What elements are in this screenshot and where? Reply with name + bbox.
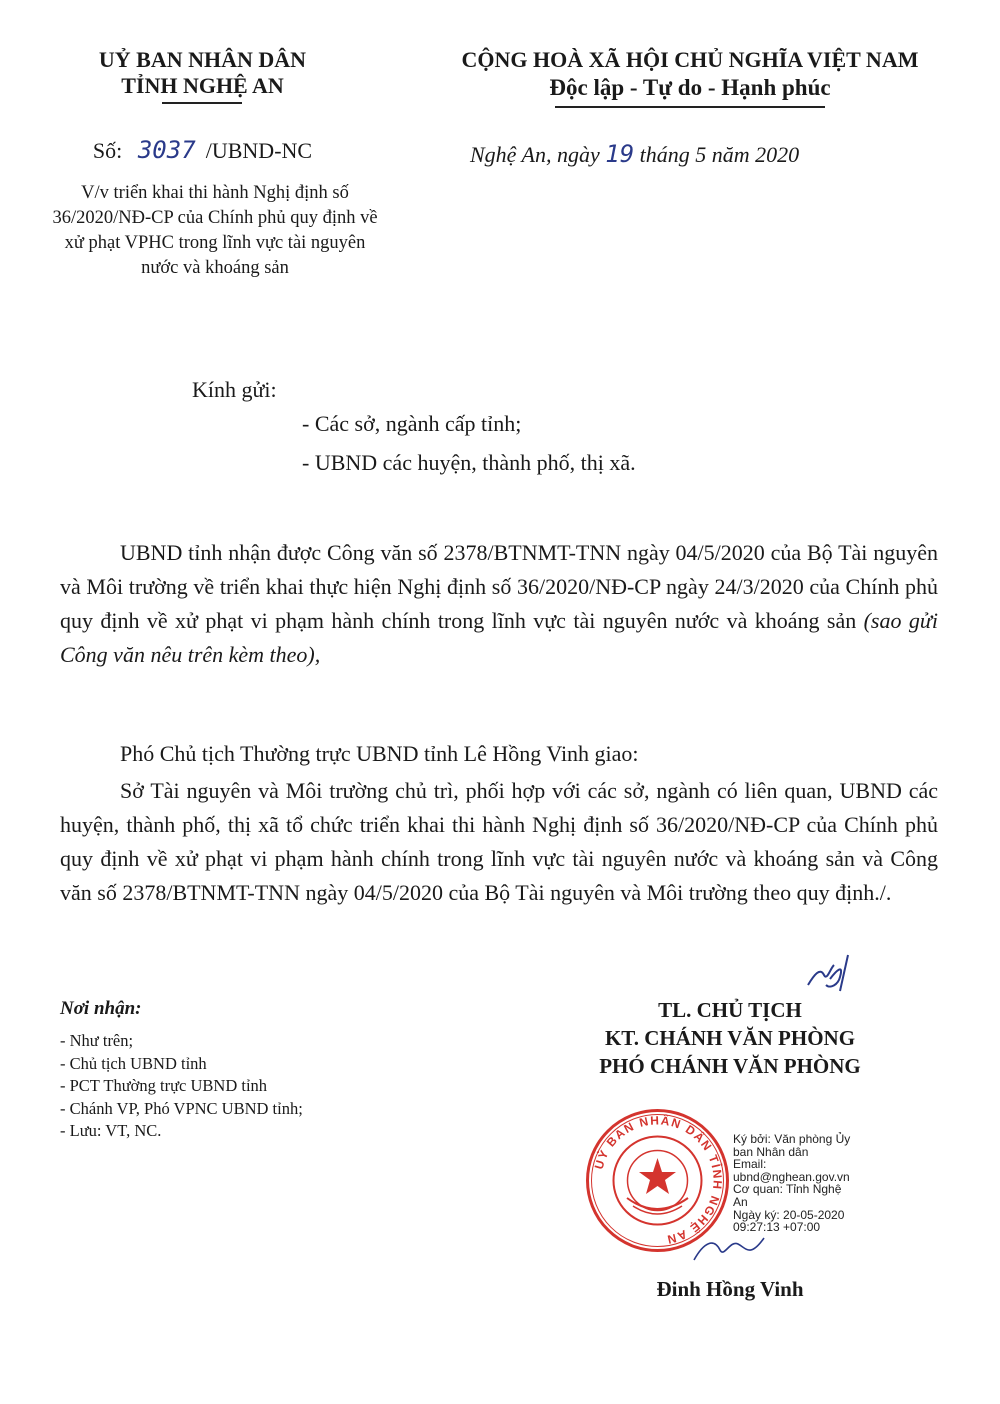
document-date: [470, 140, 950, 168]
distribution-item: - Lưu: VT, NC.: [60, 1121, 162, 1140]
header-right-divider: [555, 106, 825, 108]
digital-signature-info: [733, 1133, 893, 1234]
recipient-item: - UBND các huyện, thành phố, thị xã.: [302, 450, 636, 475]
org-name-line2: TỈNH NGHỆ AN: [121, 73, 284, 98]
initial-mark: [800, 945, 870, 995]
esign-line: Ngày ký: 20-05-2020: [733, 1207, 845, 1222]
esign-line: Cơ quan: Tỉnh Nghệ: [733, 1182, 842, 1197]
signature-title-3: PHÓ CHÁNH VĂN PHÒNG: [599, 1054, 861, 1078]
para1-text: UBND tỉnh nhận được Công văn số 2378/BTNMT-TNN ngày 04/5/2020 của Bộ Tài nguyên và Môi trường về triển khai thực hiện Nghị định số 36/2020/NĐ-CP ngày 24/3/2020 của Chính phủ quy định về xử phạt vi phạm hành chính trong lĩnh vực tài nguyên nước và khoáng sản: [60, 540, 938, 633]
body-paragraph-3: Sở Tài nguyên và Môi trường chủ trì, phối hợp với các sở, ngành có liên quan, UBND các huyện, thành phố, thị xã tổ chức triển khai thi hành Nghị định số 36/2020/NĐ-CP của Chính phủ quy định về xử phạt vi phạm hành chính trong lĩnh vực tài nguyên nước và khoáng sản và Công văn số 2378/BTNMT-TNN ngày 04/5/2020 của Bộ Tài nguyên và Môi trường theo quy định./.: [60, 778, 938, 905]
so-suffix: /UBND-NC: [205, 138, 313, 163]
distribution-item: - Chủ tịch UBND tỉnh: [60, 1053, 207, 1073]
body-paragraph-2: Phó Chủ tịch Thường trực UBND tỉnh Lê Hồng Vinh giao:: [120, 741, 639, 766]
org-name-line1: UỶ BAN NHÂN DÂN: [98, 47, 307, 72]
document-number: [60, 136, 345, 164]
body-paragraph-1: [60, 536, 938, 672]
esign-line: Ký bởi: Văn phòng Ủy: [733, 1132, 851, 1146]
so-label: Số:: [92, 138, 123, 163]
signer-name: Đinh Hồng Vinh: [656, 1277, 804, 1301]
signature-title-2: KT. CHÁNH VĂN PHÒNG: [604, 1026, 856, 1050]
esign-line: 09:27:13 +07:00: [733, 1220, 821, 1235]
date-suffix: tháng 5 năm 2020: [639, 142, 800, 167]
distribution-item: - Chánh VP, Phó VPNC UBND tỉnh;: [60, 1098, 303, 1118]
distribution-title: Nơi nhận:: [60, 998, 142, 1019]
distribution-item: - PCT Thường trực UBND tỉnh: [60, 1076, 268, 1095]
svg-text:UỶ BAN NHÂN DÂN TỈNH NGHỆ AN: UỶ BAN NHÂN DÂN TỈNH NGHỆ AN: [591, 1113, 725, 1247]
recipient-item: - Các sở, ngành cấp tỉnh;: [302, 411, 522, 436]
date-day-handwritten: 19: [605, 140, 635, 168]
signature-title-1: TL. CHỦ TỊCH: [658, 998, 802, 1022]
distribution-list: [60, 1030, 303, 1143]
para1-italic-note: (sao gửi Công văn nêu trên kèm theo),: [60, 608, 938, 667]
national-motto: Độc lập - Tự do - Hạnh phúc: [549, 75, 831, 100]
handwritten-signature: [690, 1230, 770, 1270]
document-subject: V/v triển khai thi hành Nghị định số 36/2020/NĐ-CP của Chính phủ quy định về xử phạt VPHC trong lĩnh vực tài nguyên nước và khoáng sản: [52, 183, 378, 278]
date-prefix: Nghệ An, ngày: [470, 142, 600, 167]
national-title: CỘNG HOÀ XÃ HỘI CHỦ NGHĨA VIỆT NAM: [461, 47, 919, 72]
header-left-divider: [162, 102, 242, 104]
distribution-item: - Như trên;: [60, 1031, 134, 1050]
esign-line: ban Nhân dân: [733, 1144, 809, 1159]
so-number-handwritten: 3037: [137, 136, 196, 164]
greeting: Kính gửi:: [192, 377, 277, 402]
esign-line: An: [733, 1194, 748, 1209]
esign-line: ubnd@nghean.gov.vn: [733, 1169, 850, 1184]
esign-line: Email:: [733, 1157, 767, 1172]
